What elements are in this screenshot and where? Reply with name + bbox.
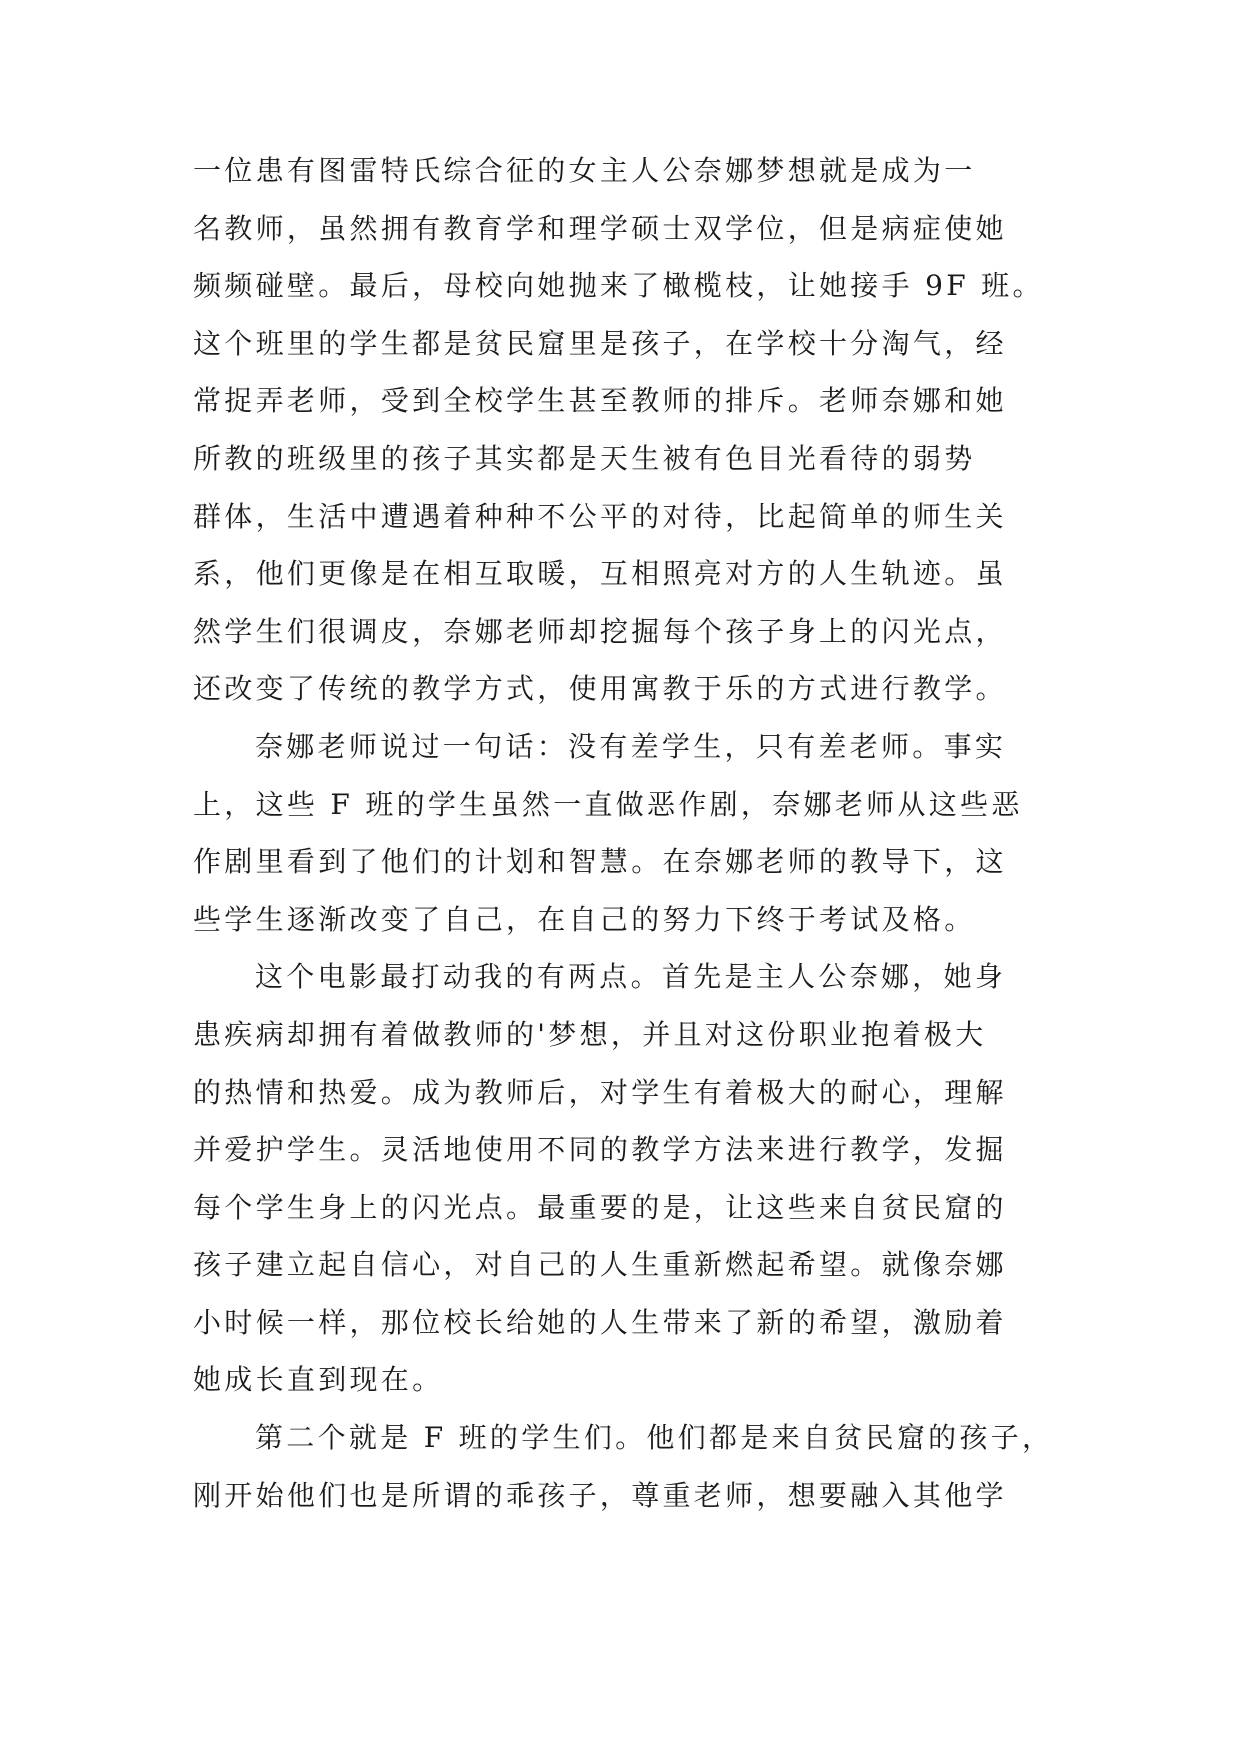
text-line: 这个班里的学生都是贫民窟里是孩子，在学校十分淘气，经 — [193, 326, 1007, 360]
text-line: 每个学生身上的闪光点。最重要的是，让这些来自贫民窟的 — [193, 1190, 1007, 1224]
text-line: 并爱护学生。灵活地使用不同的教学方法来进行教学，发掘 — [193, 1133, 1007, 1167]
text-line: 这个电影最打动我的有两点。首先是主人公奈娜，她身 — [255, 960, 1007, 994]
text-line: 所教的班级里的孩子其实都是天生被有色目光看待的弱势 — [193, 441, 976, 475]
text-line: 一位患有图雷特氏综合征的女主人公奈娜梦想就是成为一 — [193, 154, 976, 187]
document-body — [193, 142, 1053, 1524]
text-line: 奈娜老师说过一句话：没有差学生，只有差老师。事实 — [255, 729, 1007, 763]
text-line: 的热情和热爱。成为教师后，对学生有着极大的耐心，理解 — [193, 1075, 1007, 1109]
paragraph-1 — [193, 142, 1053, 718]
paragraph-2 — [193, 718, 1053, 948]
text-line: 群体，生活中遭遇着种种不公平的对待，比起简单的师生关 — [193, 499, 1007, 533]
text-line: 频频碰壁。最后，母校向她抛来了橄榄枝，让她接手 9F 班。 — [193, 269, 1044, 303]
text-line: 还改变了传统的教学方式，使用寓教于乐的方式进行教学。 — [193, 672, 1007, 706]
text-line: 常捉弄老师，受到全校学生甚至教师的排斥。老师奈娜和她 — [193, 384, 1007, 418]
text-line: 些学生逐渐改变了自己，在自己的努力下终于考试及格。 — [193, 902, 976, 936]
text-line: 第二个就是 F 班的学生们。他们都是来自贫民窟的孩子， — [255, 1421, 1054, 1455]
text-line: 小时候一样，那位校长给她的人生带来了新的希望，激励着 — [193, 1305, 1007, 1339]
text-line: 名教师，虽然拥有教育学和理学硕士双学位，但是病症使她 — [193, 211, 1007, 245]
text-line: 系，他们更像是在相互取暖，互相照亮对方的人生轨迹。虽 — [193, 557, 1007, 591]
text-line: 作剧里看到了他们的计划和智慧。在奈娜老师的教导下，这 — [193, 845, 1007, 879]
text-line: 孩子建立起自信心，对自己的人生重新燃起希望。就像奈娜 — [193, 1248, 1007, 1282]
text-line: 上，这些 F 班的学生虽然一直做恶作剧，奈娜老师从这些恶 — [193, 787, 1023, 821]
text-line: 刚开始他们也是所谓的乖孩子，尊重老师，想要融入其他学 — [193, 1478, 1007, 1512]
text-line: 患疾病却拥有着做教师的'梦想，并且对这份职业抱着极大 — [193, 1017, 987, 1051]
text-line: 她成长直到现在。 — [193, 1363, 444, 1397]
text-line: 然学生们很调皮，奈娜老师却挖掘每个孩子身上的闪光点， — [193, 614, 1007, 648]
paragraph-4 — [193, 1409, 1053, 1524]
paragraph-3 — [193, 948, 1053, 1409]
